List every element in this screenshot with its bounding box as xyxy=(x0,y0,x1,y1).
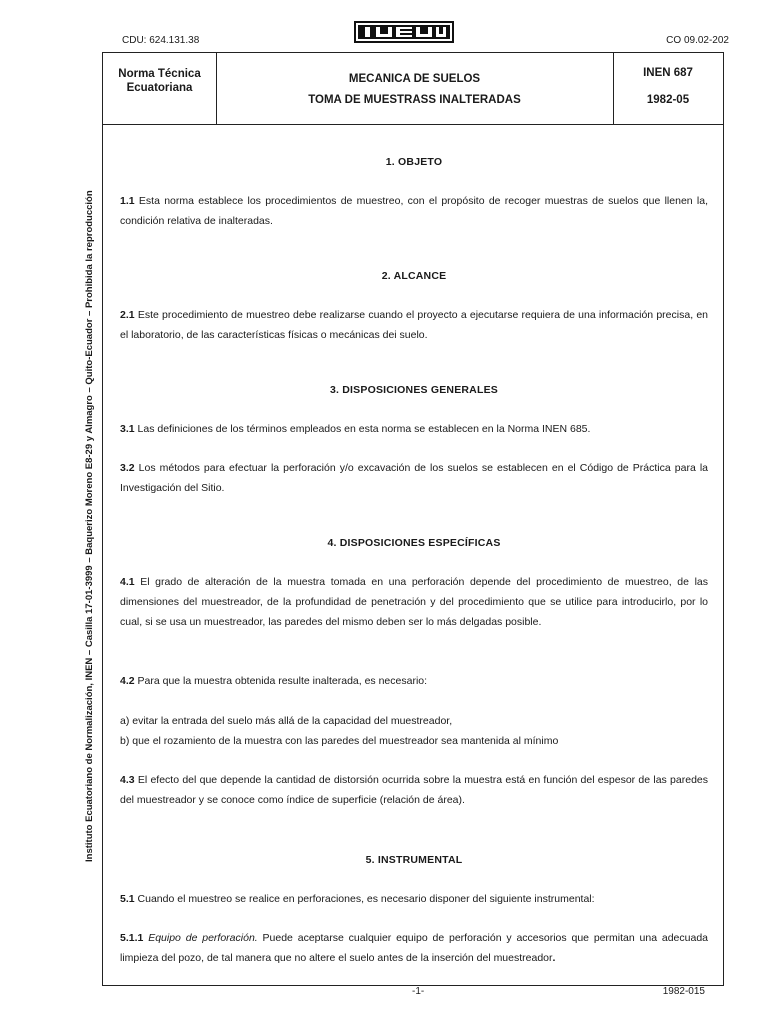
document-number: 1982-015 xyxy=(662,986,705,997)
header-table xyxy=(103,53,723,125)
norm-type-line2: Ecuatoriana xyxy=(126,82,193,94)
paragraph-number: 3.1 xyxy=(120,423,135,435)
title-cell xyxy=(216,53,614,124)
paragraph-text: Esta norma establece los procedimientos de muestreo, con el propósito de recoger muestras de suelos que llenen la, condición relativa de inalteradas. xyxy=(120,195,708,227)
norm-id-cell xyxy=(613,53,723,124)
paragraph-1-1 xyxy=(120,191,708,231)
paragraph-4-1 xyxy=(120,572,708,632)
section-heading-instrumental: 5. INSTRUMENTAL xyxy=(365,854,463,866)
paragraph-2-1 xyxy=(120,305,708,345)
paragraph-text: Los métodos para efectuar la perforación y/o excavación de los suelos se establecen en el Código de Práctica para la Investigación del Sitio. xyxy=(120,462,708,494)
inen-logo xyxy=(354,21,454,43)
paragraph-end-mark: . xyxy=(552,952,556,964)
paragraph-text: El grado de alteración de la muestra tomada en una perforación depende del procedimiento de muestreo, de las dimensiones del muestreador, de la profundidad de penetración y del procedimiento que se utilice para introducirlo, por lo cual, si se usa un muestreador, las paredes del mismo deben ser lo más delgadas posible. xyxy=(120,576,708,628)
norm-type-line1: Norma Técnica xyxy=(118,68,201,80)
list-item-b: b) que el rozamiento de la muestra con las paredes del muestreador sea mantenida al mínimo xyxy=(120,735,559,747)
paragraph-4-3 xyxy=(120,770,708,810)
paragraph-number: 5.1 xyxy=(120,893,135,905)
paragraph-5-1 xyxy=(120,889,708,909)
section-heading-disposiciones-generales: 3. DISPOSICIONES GENERALES xyxy=(330,384,498,396)
paragraph-text: Cuando el muestreo se realice en perforaciones, es necesario disponer del siguiente instrumental: xyxy=(134,893,595,905)
document-title: MECANICA DE SUELOS xyxy=(348,73,481,85)
section-heading-disposiciones-especificas: 4. DISPOSICIONES ESPECÍFICAS xyxy=(327,537,501,549)
paragraph-3-1 xyxy=(120,419,708,439)
page-number: -1- xyxy=(412,986,425,997)
paragraph-text: Las definiciones de los términos empleados en esta norma se establecen en la Norma INEN 685. xyxy=(134,423,591,435)
paragraph-number: 3.2 xyxy=(120,462,135,474)
cdu-code: CDU: 624.131.38 xyxy=(122,35,200,46)
code-reference: CO 09.02-202 xyxy=(666,35,729,46)
norm-type-cell xyxy=(103,53,217,124)
document-subtitle: TOMA DE MUESTRASS INALTERADAS xyxy=(308,94,521,106)
paragraph-number: 4.2 xyxy=(120,675,135,687)
side-copyright-text: Instituto Ecuatoriano de Normalización, INEN – Casilla 17-01-3999 – Baquerizo Moreno E8-29 y Almagro – Quito-Ecuador – Prohibida la reproducción xyxy=(84,190,95,862)
paragraph-italic-term: Equipo de perforación. xyxy=(148,932,258,944)
paragraph-text: Puede aceptarse cualquier equipo de perforación y accesorios que permitan una adecuada limpieza del pozo, de tal manera que no altere el suelo antes de la inserción del muestreador xyxy=(120,932,709,964)
paragraph-text: Para que la muestra obtenida resulte inalterada, es necesario: xyxy=(134,675,428,687)
paragraph-4-2 xyxy=(120,671,708,691)
norm-number: INEN 687 xyxy=(643,67,693,79)
section-heading-objeto: 1. OBJETO xyxy=(385,156,443,168)
list-item-a: a) evitar la entrada del suelo más allá de la capacidad del muestreador, xyxy=(120,715,453,727)
paragraph-number: 4.1 xyxy=(120,576,135,588)
paragraph-number: 1.1 xyxy=(120,195,135,207)
section-heading-alcance: 2. ALCANCE xyxy=(381,270,447,282)
paragraph-3-2 xyxy=(120,458,708,498)
paragraph-text: Este procedimiento de muestreo debe realizarse cuando el proyecto a ejecutarse requiera de una información precisa, en el laboratorio, de las características físicas o mecánicas dei suelo. xyxy=(120,309,708,341)
paragraph-text: El efecto del que depende la cantidad de distorsión ocurrida sobre la muestra está en función del espesor de las paredes del muestreador y se conoce como índice de superficie (relación de área). xyxy=(120,774,708,806)
paragraph-number: 5.1.1 xyxy=(120,932,144,944)
paragraph-number: 2.1 xyxy=(120,309,135,321)
paragraph-number: 4.3 xyxy=(120,774,135,786)
norm-date: 1982-05 xyxy=(646,94,690,106)
paragraph-5-1-1 xyxy=(120,928,708,968)
page-frame xyxy=(102,52,724,986)
